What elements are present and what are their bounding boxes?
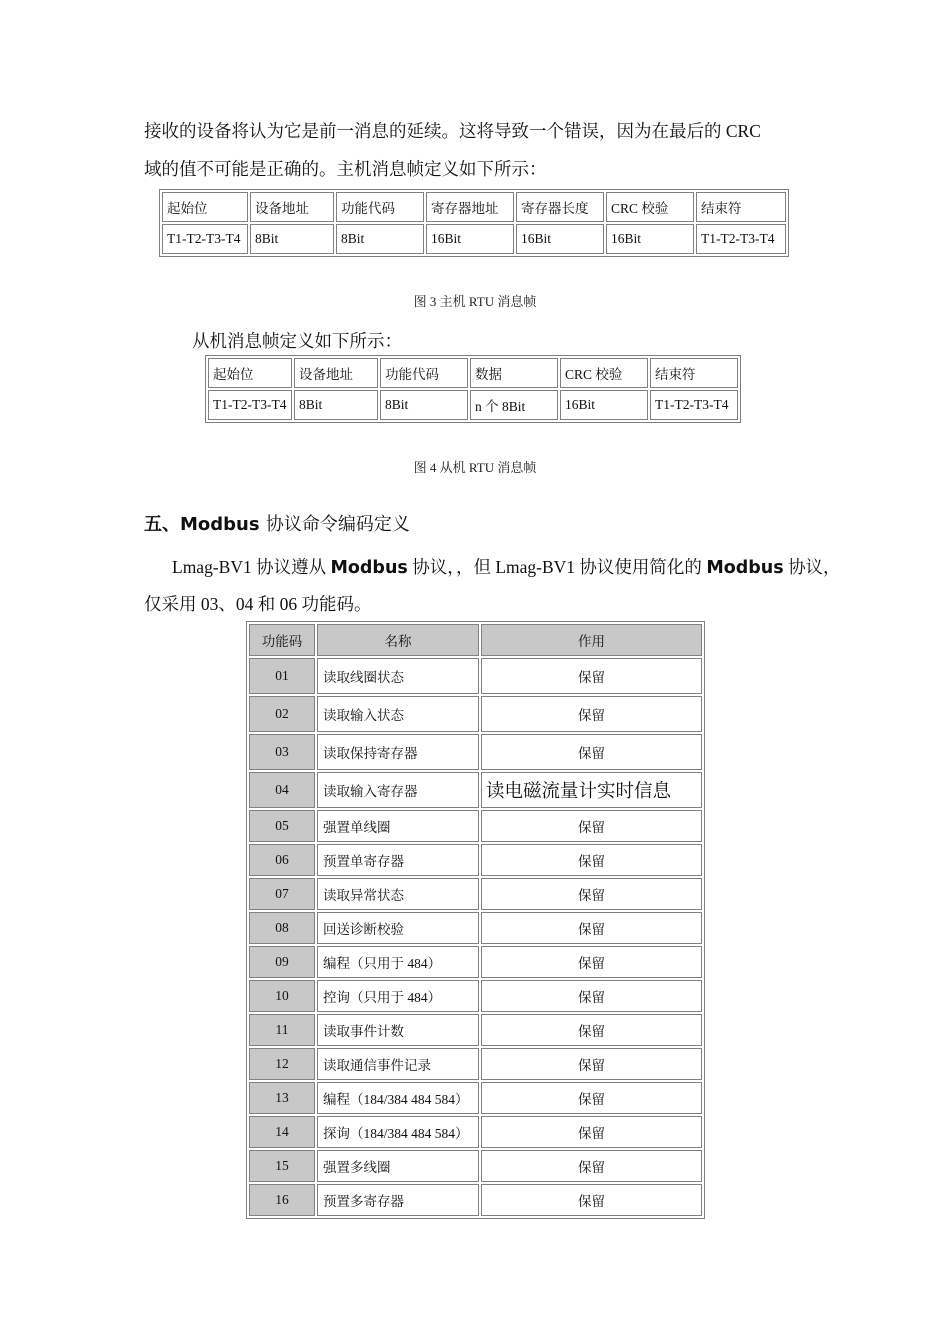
slave-header-cell: 数据 xyxy=(470,358,558,388)
section-heading xyxy=(144,510,410,536)
slave-intro: 从机消息帧定义如下所示： xyxy=(192,331,402,351)
slave-frame-value-row xyxy=(208,390,738,420)
table-row xyxy=(249,1150,702,1182)
slave-value-cell: T1-T2-T3-T4 xyxy=(208,390,292,420)
function-code-table xyxy=(246,621,705,1219)
master-value-cell: 16Bit xyxy=(426,224,514,254)
master-frame-table xyxy=(159,189,789,257)
function-purpose-cell: 保留 xyxy=(481,946,702,978)
function-code-cell: 08 xyxy=(249,912,315,944)
function-purpose-cell: 保留 xyxy=(481,1014,702,1046)
function-name-cell: 预置单寄存器 xyxy=(317,844,479,876)
function-name-cell: 读取输入状态 xyxy=(317,696,479,732)
function-purpose-cell: 读电磁流量计实时信息 xyxy=(481,772,702,808)
protocol-paragraph-line-1 xyxy=(172,557,841,578)
slave-value-cell: 16Bit xyxy=(560,390,648,420)
table-row xyxy=(249,1048,702,1080)
function-name-cell: 控询（只用于 484） xyxy=(317,980,479,1012)
function-name-cell: 回送诊断校验 xyxy=(317,912,479,944)
table-row xyxy=(249,878,702,910)
table-row xyxy=(249,696,702,732)
function-purpose-cell: 保留 xyxy=(481,980,702,1012)
function-purpose-cell: 保留 xyxy=(481,1116,702,1148)
table-row xyxy=(249,1184,702,1216)
function-name-cell: 读取异常状态 xyxy=(317,878,479,910)
intro-line-2: 域的值不可能是正确的。主机消息帧定义如下所示： xyxy=(144,159,547,179)
master-value-cell: 16Bit xyxy=(516,224,604,254)
header-name: 名称 xyxy=(317,624,479,656)
slave-value-cell: n 个 8Bit xyxy=(470,390,558,420)
function-code-cell: 10 xyxy=(249,980,315,1012)
function-purpose-cell: 保留 xyxy=(481,912,702,944)
section-heading-prefix: 五、 xyxy=(144,514,180,535)
table-row xyxy=(249,980,702,1012)
master-header-cell: 设备地址 xyxy=(250,192,334,222)
function-name-cell: 读取输入寄存器 xyxy=(317,772,479,808)
function-name-cell: 预置多寄存器 xyxy=(317,1184,479,1216)
figure-4-caption: 图 4 从机 RTU 消息帧 xyxy=(413,460,537,475)
table-row xyxy=(249,1014,702,1046)
slave-header-cell: 设备地址 xyxy=(294,358,378,388)
table-row xyxy=(249,658,702,694)
function-purpose-cell: 保留 xyxy=(481,1150,702,1182)
function-code-cell: 07 xyxy=(249,878,315,910)
function-code-cell: 01 xyxy=(249,658,315,694)
paragraph-text: 协议，，但 Lmag-BV1 协议使用简化的 xyxy=(407,557,707,577)
function-code-cell: 09 xyxy=(249,946,315,978)
master-frame-value-row xyxy=(162,224,786,254)
function-code-cell: 03 xyxy=(249,734,315,770)
header-function-code: 功能码 xyxy=(249,624,315,656)
table-row xyxy=(249,772,702,808)
function-name-cell: 强置单线圈 xyxy=(317,810,479,842)
paragraph-bold-modbus: Modbus xyxy=(330,558,408,578)
master-value-cell: T1-T2-T3-T4 xyxy=(162,224,248,254)
header-purpose: 作用 xyxy=(481,624,702,656)
function-code-cell: 11 xyxy=(249,1014,315,1046)
master-header-cell: CRC 校验 xyxy=(606,192,694,222)
slave-header-cell: CRC 校验 xyxy=(560,358,648,388)
function-name-cell: 读取事件计数 xyxy=(317,1014,479,1046)
function-code-cell: 15 xyxy=(249,1150,315,1182)
master-header-cell: 起始位 xyxy=(162,192,248,222)
function-code-cell: 16 xyxy=(249,1184,315,1216)
table-row xyxy=(249,912,702,944)
paragraph-text: Lmag-BV1 协议遵从 xyxy=(172,557,331,577)
master-value-cell: 8Bit xyxy=(336,224,424,254)
table-row xyxy=(249,946,702,978)
table-row xyxy=(249,810,702,842)
master-header-cell: 功能代码 xyxy=(336,192,424,222)
function-purpose-cell: 保留 xyxy=(481,696,702,732)
master-value-cell: 8Bit xyxy=(250,224,334,254)
function-name-cell: 读取线圈状态 xyxy=(317,658,479,694)
function-code-cell: 04 xyxy=(249,772,315,808)
master-header-cell: 结束符 xyxy=(696,192,786,222)
function-name-cell: 编程（184/384 484 584） xyxy=(317,1082,479,1114)
paragraph-bold-modbus: Modbus xyxy=(706,558,784,578)
paragraph-text: 协议， xyxy=(783,557,841,577)
intro-line-1: 接收的设备将认为它是前一消息的延续。这将导致一个错误，因为在最后的 CRC xyxy=(144,121,761,141)
function-name-cell: 读取通信事件记录 xyxy=(317,1048,479,1080)
function-purpose-cell: 保留 xyxy=(481,844,702,876)
function-code-cell: 02 xyxy=(249,696,315,732)
slave-value-cell: 8Bit xyxy=(380,390,468,420)
section-heading-bold: Modbus xyxy=(180,514,260,535)
function-code-cell: 06 xyxy=(249,844,315,876)
section-heading-suffix: 协议命令编码定义 xyxy=(265,514,410,535)
function-name-cell: 强置多线圈 xyxy=(317,1150,479,1182)
figure-3-caption: 图 3 主机 RTU 消息帧 xyxy=(413,294,537,309)
slave-value-cell: 8Bit xyxy=(294,390,378,420)
master-frame-header-row xyxy=(162,192,786,222)
function-purpose-cell: 保留 xyxy=(481,1048,702,1080)
function-purpose-cell: 保留 xyxy=(481,810,702,842)
function-purpose-cell: 保留 xyxy=(481,1082,702,1114)
function-purpose-cell: 保留 xyxy=(481,1184,702,1216)
function-code-cell: 12 xyxy=(249,1048,315,1080)
slave-frame-table xyxy=(205,355,741,423)
function-code-cell: 05 xyxy=(249,810,315,842)
function-name-cell: 探询（184/384 484 584） xyxy=(317,1116,479,1148)
function-name-cell: 读取保持寄存器 xyxy=(317,734,479,770)
function-name-cell: 编程（只用于 484） xyxy=(317,946,479,978)
master-header-cell: 寄存器地址 xyxy=(426,192,514,222)
function-code-cell: 13 xyxy=(249,1082,315,1114)
table-row xyxy=(249,1116,702,1148)
slave-header-cell: 功能代码 xyxy=(380,358,468,388)
slave-value-cell: T1-T2-T3-T4 xyxy=(650,390,738,420)
slave-header-cell: 起始位 xyxy=(208,358,292,388)
protocol-paragraph-line-2: 仅采用 03、04 和 06 功能码。 xyxy=(144,594,372,614)
function-purpose-cell: 保留 xyxy=(481,658,702,694)
master-value-cell: 16Bit xyxy=(606,224,694,254)
slave-frame-header-row xyxy=(208,358,738,388)
function-purpose-cell: 保留 xyxy=(481,878,702,910)
master-value-cell: T1-T2-T3-T4 xyxy=(696,224,786,254)
table-row xyxy=(249,1082,702,1114)
function-table-header-row xyxy=(249,624,702,656)
table-row xyxy=(249,734,702,770)
table-row xyxy=(249,844,702,876)
function-code-cell: 14 xyxy=(249,1116,315,1148)
function-purpose-cell: 保留 xyxy=(481,734,702,770)
master-header-cell: 寄存器长度 xyxy=(516,192,604,222)
slave-header-cell: 结束符 xyxy=(650,358,738,388)
